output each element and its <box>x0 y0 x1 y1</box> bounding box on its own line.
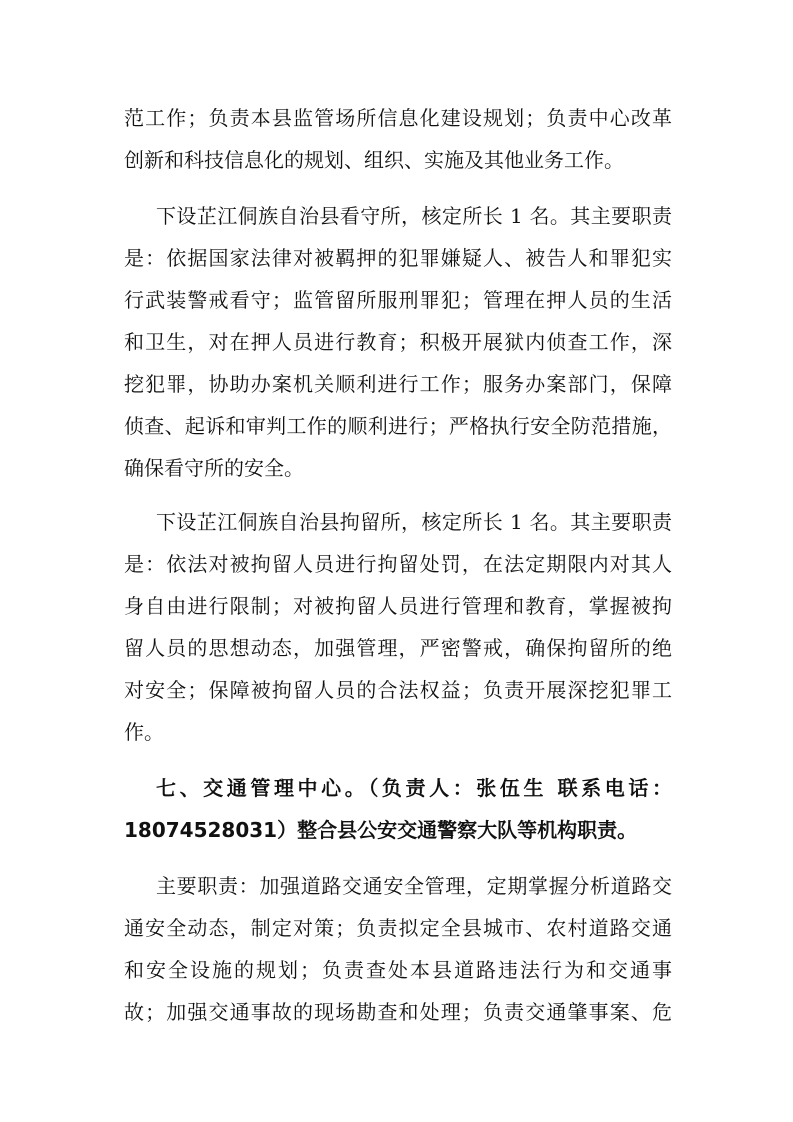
paragraph-line: 是：依据国家法律对被羁押的犯罪嫌疑人、被告人和罪犯实 <box>124 246 672 270</box>
section-heading: 七、交通管理中心。（负责人：张伍生 联系电话： <box>156 776 672 800</box>
paragraph-line: 下设芷江侗族自治县拘留所，核定所长 1 名。其主要职责 <box>156 510 672 534</box>
paragraph-line: 和卫生，对在押人员进行教育；积极开展狱内侦查工作，深 <box>124 330 672 354</box>
paragraph-line: 挖犯罪，协助办案机关顺利进行工作；服务办案部门，保障 <box>124 372 672 396</box>
paragraph-line: 通安全动态，制定对策；负责拟定全县城市、农村道路交通 <box>124 916 672 940</box>
paragraph-line: 留人员的思想动态，加强管理，严密警戒，确保拘留所的绝 <box>124 636 672 660</box>
paragraph-line: 和安全设施的规划；负责查处本县道路违法行为和交通事 <box>124 958 672 982</box>
paragraph-line: 作。 <box>124 720 164 744</box>
paragraph-line: 是：依法对被拘留人员进行拘留处罚，在法定期限内对其人 <box>124 552 672 576</box>
paragraph-line: 行武装警戒看守；监管留所服刑罪犯；管理在押人员的生活 <box>124 288 672 312</box>
paragraph-line: 主要职责：加强道路交通安全管理，定期掌握分析道路交 <box>156 874 672 898</box>
paragraph-line: 故；加强交通事故的现场勘查和处理；负责交通肇事案、危 <box>124 1000 672 1024</box>
paragraph-line: 对安全；保障被拘留人员的合法权益；负责开展深挖犯罪工 <box>124 678 672 702</box>
paragraph-line: 下设芷江侗族自治县看守所，核定所长 1 名。其主要职责 <box>156 204 672 228</box>
paragraph-line: 确保看守所的安全。 <box>124 456 304 480</box>
paragraph-line: 身自由进行限制；对被拘留人员进行管理和教育，掌握被拘 <box>124 594 672 618</box>
section-heading: 18074528031）整合县公安交通警察大队等机构职责。 <box>124 818 638 842</box>
paragraph-line: 范工作；负责本县监管场所信息化建设规划；负责中心改革 <box>124 106 672 130</box>
paragraph-line: 创新和科技信息化的规划、组织、实施及其他业务工作。 <box>124 148 624 172</box>
paragraph-line: 侦查、起诉和审判工作的顺利进行；严格执行安全防范措施， <box>124 414 672 438</box>
